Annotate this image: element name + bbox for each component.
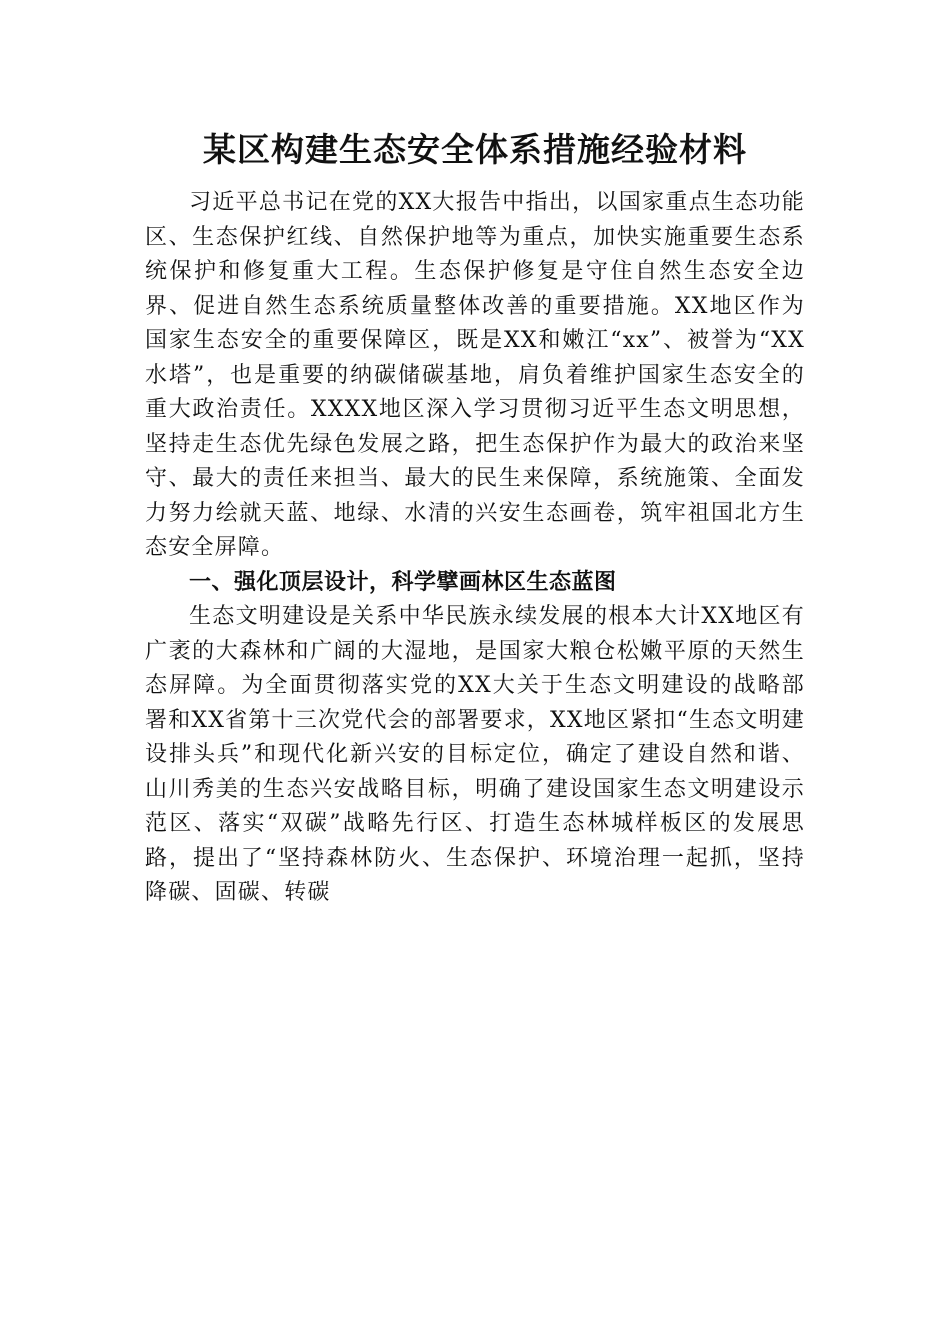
document-title: 某区构建生态安全体系措施经验材料 — [203, 130, 747, 169]
intro-paragraph: 习近平总书记在党的XX大报告中指出，以国家重点生态功能区、生态保护红线、自然保护地等为重点，加快实施重要生态系统保护和修复重大工程。生态保护修复是守住自然生态安全边界、促进自然生态系统质量整体改善的重要措施。XX地区作为国家生态安全的重要保障区，既是XX和嫩江“xx”、被誉为“XX水塔”，也是重要的纳碳储碳基地，肩负着维护国家生态安全的重大政治责任。XXXX地区深入学习贯彻习近平生态文明思想，坚持走生态优先绿色发展之路，把生态保护作为最大的政治来坚守、最大的责任来担当、最大的民生来保障，系统施策、全面发力努力绘就天蓝、地绿、水清的兴安生态画卷，筑牢祖国北方生态安全屏障。 — [145, 190, 805, 560]
document-body — [145, 186, 805, 911]
section-heading-1: 一、强化顶层设计，科学擘画林区生态蓝图 — [189, 569, 617, 595]
section-1-paragraph: 生态文明建设是关系中华民族永续发展的根本大计XX地区有广袤的大森林和广阔的大湿地，是国家大粮仓松嫩平原的天然生态屏障。为全面贯彻落实党的XX大关于生态文明建设的战略部署和XX省第十三次党代会的部署要求，XX地区紧扣“生态文明建设排头兵”和现代化新兴安的目标定位，确定了建设自然和谐、山川秀美的生态兴安战略目标，明确了建设国家生态文明建设示范区、落实“双碳”战略先行区、打造生态林城样板区的发展思路，提出了“坚持森林防火、生态保护、环境治理一起抓，坚持降碳、固碳、转碳 — [145, 604, 805, 905]
